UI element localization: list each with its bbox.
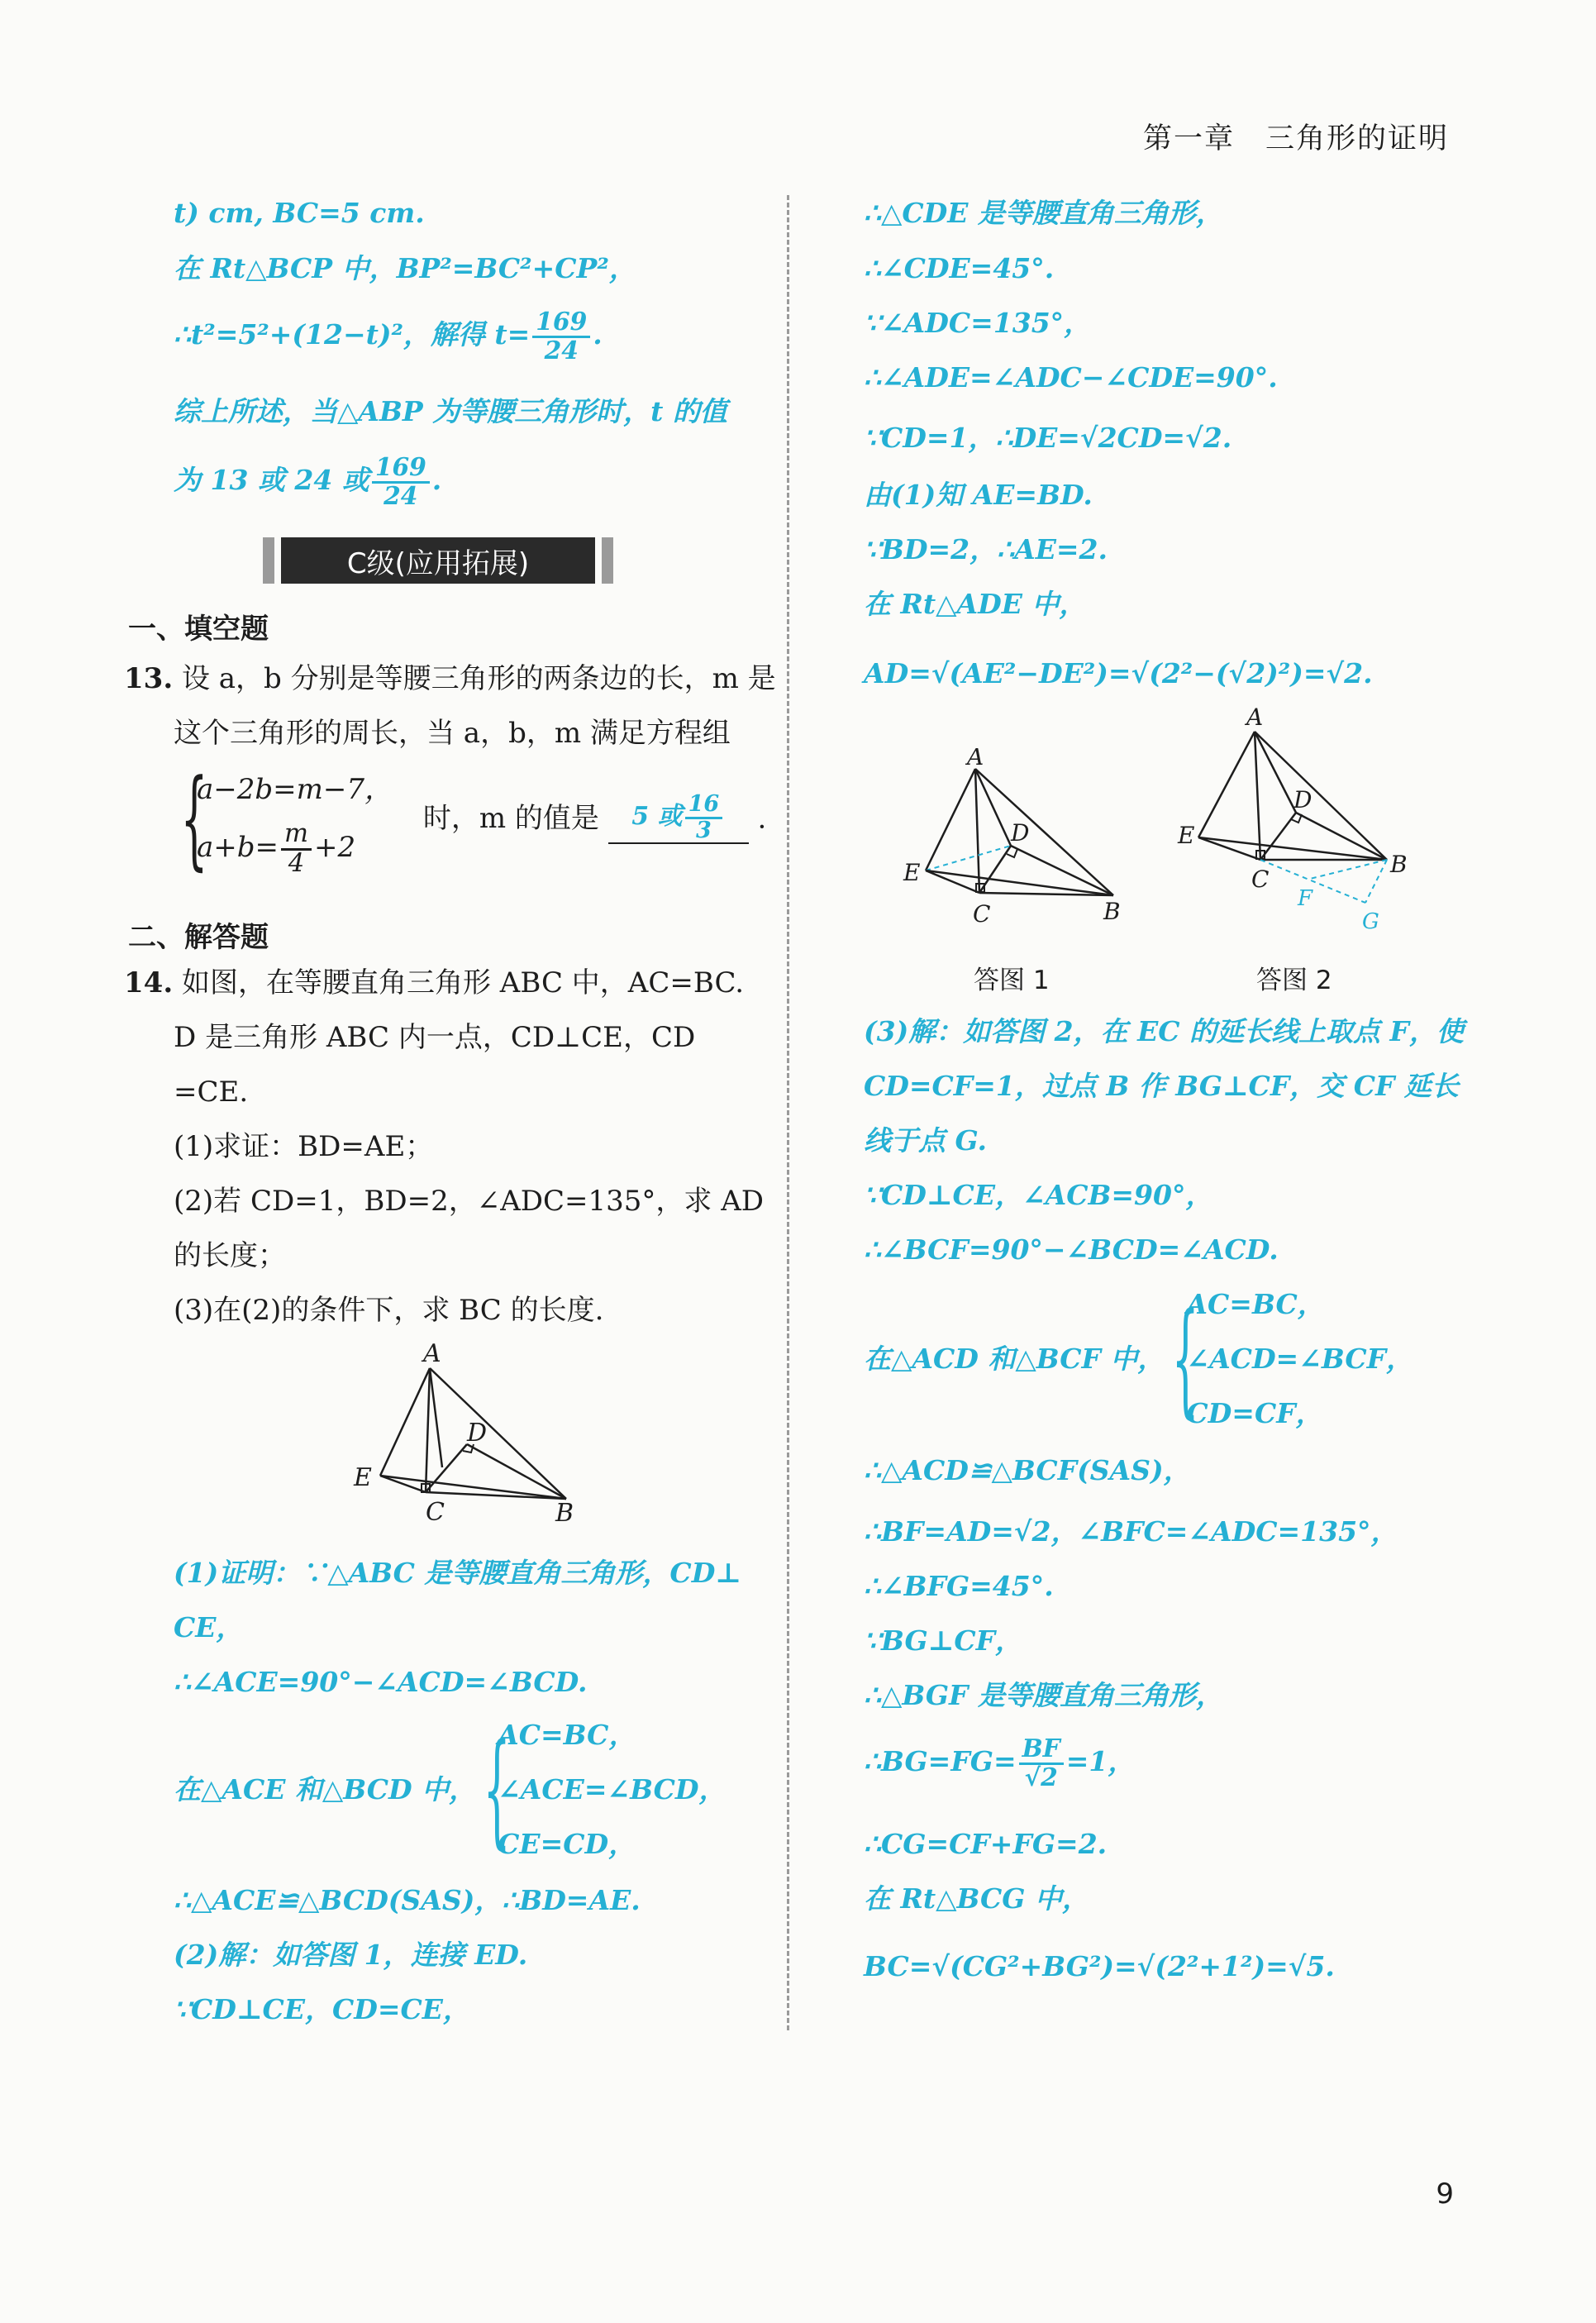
q14-number: 14. [124, 966, 174, 999]
system-2-line-2: ∠ACD=∠BCF， [1186, 1343, 1414, 1375]
chapter-header: 第一章 三角形的证明 [1142, 122, 1449, 155]
fraction [372, 453, 430, 511]
fraction-denominator: 4 [288, 848, 305, 878]
fraction [281, 821, 312, 876]
bg-eq-left: ∴BG=FG= [864, 1745, 1017, 1777]
prev-line-3-text: ∴t²=5²+(12−t)²，解得 t= [174, 318, 531, 351]
fraction-denominator: 24 [544, 336, 579, 365]
right-line-1: ∴△CDE 是等腰直角三角形， [864, 197, 1223, 229]
system-2-line-3: CD=CF， [1186, 1397, 1323, 1429]
right-line-3: ∵∠ADC=135°， [864, 307, 1092, 339]
fig-label-d: D [467, 1419, 488, 1448]
fig1-caption: 答图 1 [974, 966, 1050, 995]
bg-eq-right: =1， [1065, 1745, 1136, 1777]
system-1-lead: 在△ACE 和△BCD 中， [174, 1773, 477, 1805]
right-line-8: 在 Rt△ADE 中， [864, 588, 1087, 620]
page-number: 9 [1436, 2178, 1454, 2211]
right-line-11: CD=CF=1，过点 B 作 BG⊥CF，交 CF 延长 [864, 1070, 1459, 1102]
right-line-16: ∴BF=AD=√2，∠BFC=∠ADC=135°， [864, 1515, 1398, 1548]
answer-line-5: (2)解：如答图 1，连接 ED. [174, 1939, 528, 1971]
brace-icon: { [1171, 1287, 1200, 1431]
right-line-13: ∵CD⊥CE，∠ACB=90°， [864, 1179, 1213, 1211]
answer-figure-1 [897, 748, 1145, 938]
right-line-10: (3)解：如答图 2，在 EC 的延长线上取点 F，使 [864, 1015, 1464, 1047]
prev-line-2: 在 Rt△BCP 中，BP²=BC²+CP²， [174, 252, 636, 284]
answer-line-3: ∴∠ACE=90°−∠ACD=∠BCD. [174, 1666, 588, 1698]
answer-line-6: ∵CD⊥CE，CD=CE， [174, 1993, 470, 2025]
brace-icon: { [180, 756, 208, 882]
fig2-label-f: F [1298, 886, 1313, 911]
q14-line5: (2)若 CD=1，BD=2，∠ADC=135°，求 AD [174, 1185, 765, 1218]
q13-tail: 时，m 的值是 [422, 802, 599, 836]
system-1-line-3: CE=CD， [498, 1828, 636, 1860]
q13-eq2-right: +2 [314, 831, 356, 864]
system-1 [174, 1708, 727, 1872]
q13-line1 [124, 651, 776, 706]
fraction-numerator: m [281, 821, 312, 850]
fig1-label-c: C [973, 900, 991, 928]
q13-answer: 5 或 [631, 802, 683, 832]
fig-label-c: C [426, 1498, 445, 1527]
fig1-label-b: B [1103, 898, 1121, 925]
fig1-label-a: A [967, 748, 984, 770]
fraction-denominator: 3 [695, 817, 712, 843]
q13-end: . [757, 802, 767, 836]
q14-line6: 的长度； [174, 1239, 286, 1272]
prev-line-5-text: 为 13 或 24 或 [174, 464, 369, 496]
q14-line3: =CE. [174, 1076, 249, 1109]
fig2-label-a: A [1246, 707, 1264, 731]
q13-text1: 设 a，b 分别是等腰三角形的两条边的长，m 是 [181, 662, 776, 695]
fraction-denominator: 24 [384, 481, 418, 511]
fraction-numerator: 16 [685, 793, 723, 818]
answer-line-1: (1)证明：∵△ABC 是等腰直角三角形，CD⊥ [174, 1557, 741, 1589]
fig2-label-c: C [1251, 866, 1270, 893]
system-2 [864, 1277, 1413, 1441]
fraction-denominator: √2 [1024, 1763, 1058, 1792]
answer-line-4: ∴△ACE≌△BCD(SAS)，∴BD=AE. [174, 1884, 641, 1916]
right-line-2: ∴∠CDE=45°. [864, 252, 1055, 284]
fig1-label-e: E [903, 859, 921, 886]
right-line-22: 在 Rt△BCG 中， [864, 1882, 1089, 1915]
right-line-19: ∴△BGF 是等腰直角三角形， [864, 1679, 1223, 1711]
q13-eq1: a−2b=m−7， [197, 773, 393, 806]
q14-line1 [124, 956, 744, 1010]
right-line-14: ∴∠BCF=90°−∠BCD=∠ACD. [864, 1233, 1279, 1266]
right-line-4: ∴∠ADE=∠ADC−∠CDE=90°. [864, 361, 1278, 394]
fig2-label-e: E [1178, 822, 1195, 849]
q13-eq2 [197, 818, 393, 877]
fraction-numerator: BF [1019, 1736, 1064, 1764]
fig-label-e: E [354, 1463, 372, 1492]
fig2-label-g: G [1362, 909, 1379, 934]
right-line-20 [864, 1734, 1135, 1791]
q14-text1: 如图，在等腰直角三角形 ABC 中，AC=BC. [181, 966, 745, 999]
grade-c-banner: C级(应用拓展) [281, 537, 595, 584]
fig-label-b: B [555, 1499, 574, 1528]
q13-answer-blank [608, 793, 749, 844]
fig2-caption: 答图 2 [1256, 966, 1332, 995]
fraction-numerator: 169 [372, 455, 430, 483]
right-line-23: BC=√(CG²+BG²)=√(2²+1²)=√5. [864, 1950, 1335, 1982]
answer-line-2: CE， [174, 1611, 244, 1643]
q13-eq2-left: a+b= [197, 831, 279, 864]
right-line-18: ∵BG⊥CF， [864, 1624, 1023, 1657]
right-line-21: ∴CG=CF+FG=2. [864, 1828, 1108, 1860]
section-solve: 二、解答题 [128, 921, 269, 954]
q14-line7: (3)在(2)的条件下，求 BC 的长度. [174, 1294, 604, 1327]
q14-line2: D 是三角形 ABC 内一点，CD⊥CE，CD [174, 1021, 696, 1054]
right-line-5: ∵CD=1，∴DE=√2CD=√2. [864, 422, 1232, 454]
prev-line-3: ∴t²=5²+(12−t)²，解得 t= $\frac{169}{24}$ . [174, 308, 603, 365]
q13-line2: 这个三角形的周长，当 a，b，m 满足方程组 [174, 717, 731, 750]
right-line-7: ∵BD=2，∴AE=2. [864, 533, 1108, 565]
q14-figure [339, 1343, 595, 1542]
fraction-numerator: 169 [532, 309, 590, 337]
fraction [685, 793, 723, 842]
system-1-line-2: ∠ACE=∠BCD， [498, 1773, 727, 1805]
system-2-lead: 在△ACD 和△BCF 中， [864, 1343, 1165, 1375]
q13-system [174, 756, 767, 882]
prev-line-5: 为 13 或 24 或 $\frac{169}{24}$ . [174, 453, 442, 511]
fraction [1019, 1736, 1064, 1790]
q13-number: 13. [124, 662, 174, 695]
fraction [532, 309, 590, 363]
system-2-line-1: AC=BC， [1186, 1288, 1325, 1320]
q14-line4: (1)求证：BD=AE； [174, 1130, 434, 1163]
right-line-15: ∴△ACD≌△BCF(SAS)， [864, 1454, 1191, 1486]
fig-label-a: A [423, 1343, 441, 1368]
system-1-line-1: AC=BC， [498, 1719, 636, 1751]
brace-icon: { [483, 1718, 512, 1862]
fig2-label-b: B [1390, 851, 1408, 878]
right-line-6: 由(1)知 AE=BD. [864, 479, 1093, 511]
prev-line-1: t) cm, BC=5 cm. [174, 197, 425, 229]
fig2-label-d: D [1293, 786, 1313, 813]
section-fill-blank: 一、填空题 [128, 613, 269, 646]
right-line-9: AD=√(AE²−DE²)=√(2²−(√2)²)=√2. [864, 657, 1373, 689]
fig1-label-d: D [1011, 819, 1030, 847]
right-line-17: ∴∠BFG=45°. [864, 1570, 1054, 1602]
prev-line-4: 综上所述，当△ABP 为等腰三角形时，t 的值 [174, 395, 727, 427]
right-line-12: 线于点 G. [864, 1124, 987, 1157]
answer-figure-2 [1174, 707, 1422, 942]
column-divider [787, 195, 789, 2030]
